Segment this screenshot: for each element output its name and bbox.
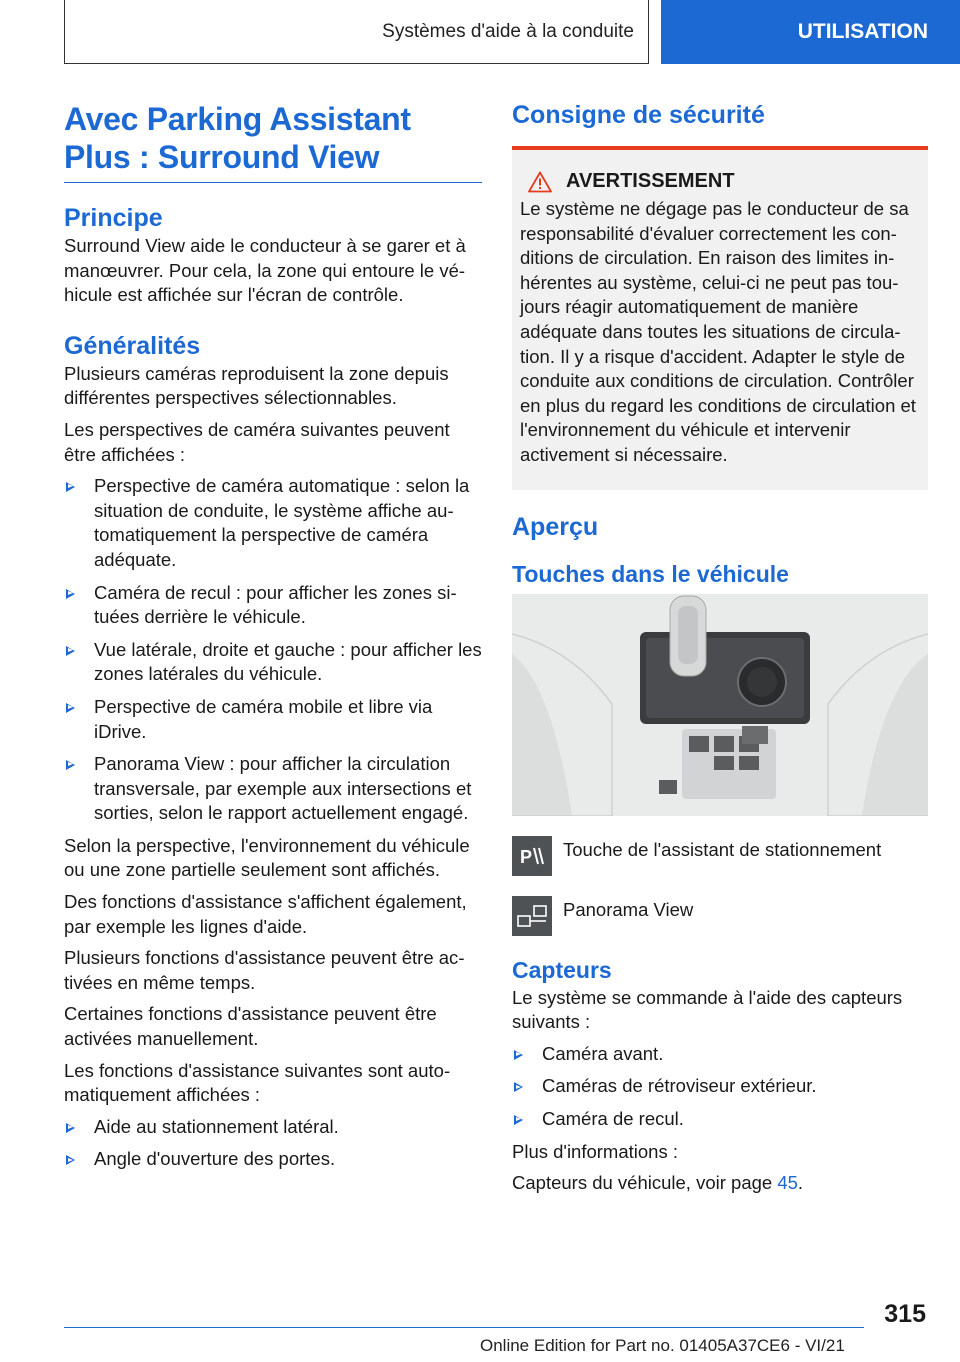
chapter-title: UTILISATION (797, 20, 928, 43)
warning-box (512, 146, 928, 490)
button-row-panorama (512, 896, 928, 936)
left-column (64, 100, 482, 1180)
paragraph: Plus d'informations : (512, 1140, 678, 1162)
list-item: Angle d'ouverture des portes. (64, 1147, 482, 1172)
bullet-triangle-icon (66, 1123, 75, 1133)
button-label: Touche de l'assistant de stationnement (563, 838, 882, 860)
list-item: Perspective de caméra mobile et libre via iDrive. (64, 695, 482, 744)
heading-principe: Principe (64, 204, 163, 232)
right-column (512, 100, 928, 1203)
list-item: Panorama View : pour afficher la circulation transversale, par exemple aux intersections et sorties, selon le rapport actuellement engagé. (64, 752, 482, 826)
camera-perspectives-list (64, 474, 482, 826)
list-item: Caméras de rétroviseur extérieur. (512, 1074, 928, 1099)
button-label: Panorama View (563, 898, 694, 920)
paragraph: Plusieurs caméras reproduisent la zone depuis différentes perspectives sélectionnables. (64, 362, 449, 409)
page-number: 315 (884, 1300, 926, 1328)
bullet-triangle-icon (66, 646, 75, 656)
list-item: Caméra de recul : pour afficher les zones situées derrière le véhicule. (64, 581, 482, 630)
warning-text: Le système ne dégage pas le conducteur de sa responsabilité d'évaluer correctement les conditions de circulation. En raison des limites inhérentes au système, celui-ci ne peut pas toujours réagir automatiquement de manière adéquate dans toutes les situations de circulation. Il y a risque d'accident. Adapter le style de conduite aux conditions de circulation. Contrôler en plus du regard les conditions de circulation et l'environnement du véhicule et intervenir activement si nécessaire. (520, 198, 916, 465)
paragraph: Des fonctions d'assistance s'affichent également, par exemple les lignes d'aide. (64, 891, 467, 937)
panorama-view-icon (512, 896, 552, 936)
warning-title-row (520, 170, 920, 193)
bullet-triangle-icon (514, 1115, 523, 1125)
center-console-photo (512, 594, 928, 816)
button-row-parking (512, 836, 928, 876)
paragraph: Certaines fonctions d'assistance peuvent être activées manuellement. (64, 1003, 437, 1050)
heading-touches: Touches dans le véhicule (512, 560, 789, 587)
heading-capteurs: Capteurs (512, 956, 612, 983)
header-chapter-tab[interactable] (661, 0, 960, 64)
sensors-list (512, 1042, 928, 1132)
warning-triangle-icon (528, 171, 552, 193)
heading-securite: Consigne de sécurité (512, 101, 765, 129)
principe-text: Surround View aide le conducteur à se garer et à manœuvrer. Pour cela, la zone qui entoure le véhicule est affichée sur l'écran de contrôle. (64, 235, 466, 306)
warning-title: AVERTISSEMENT (566, 170, 735, 192)
heading-apercu: Aperçu (512, 512, 599, 541)
bullet-triangle-icon (514, 1082, 523, 1092)
page-title: Avec Parking Assistant Plus : Surround View (64, 100, 482, 183)
bullet-triangle-icon (66, 703, 75, 713)
auto-functions-list (64, 1115, 482, 1172)
list-item: Aide au stationnement latéral. (64, 1115, 482, 1140)
header-section-title (64, 0, 649, 64)
heading-generalites: Généralités (64, 331, 201, 360)
edition-text: Online Edition for Part no. 01405A37CE6 - VI/21 (480, 1336, 845, 1355)
footer-divider (64, 1327, 864, 1328)
bullet-triangle-icon (66, 760, 75, 770)
bullet-triangle-icon (66, 589, 75, 599)
page-reference: Capteurs du véhicule, voir page 45. (512, 1172, 804, 1194)
bullet-triangle-icon (514, 1050, 523, 1060)
paragraph: Selon la perspective, l'environnement du véhicule ou une zone partielle seulement sont affichés. (64, 834, 470, 881)
bullet-triangle-icon (66, 1155, 75, 1165)
section-title: Systèmes d'aide à la conduite (382, 20, 634, 42)
list-item: Caméra avant. (512, 1042, 928, 1067)
paragraph: Plusieurs fonctions d'assistance peuvent être activées en même temps. (64, 947, 465, 993)
bullet-triangle-icon (66, 482, 75, 492)
paragraph: Les fonctions d'assistance suivantes sont automatiquement affichées : (64, 1059, 451, 1106)
parking-assistant-icon (512, 836, 552, 876)
list-item: Perspective de caméra automatique : selon la situation de conduite, le système affiche automatiquement la perspective de caméra adéquate. (64, 474, 482, 572)
paragraph: Le système se commande à l'aide des capteurs suivants : (512, 986, 903, 1033)
svg-text:P: P (520, 846, 533, 867)
list-item: Vue latérale, droite et gauche : pour afficher les zones latérales du véhicule. (64, 638, 482, 687)
paragraph: Les perspectives de caméra suivantes peuvent être affichées : (64, 418, 450, 465)
list-item: Caméra de recul. (512, 1107, 928, 1132)
page-link[interactable]: 45 (777, 1172, 798, 1194)
